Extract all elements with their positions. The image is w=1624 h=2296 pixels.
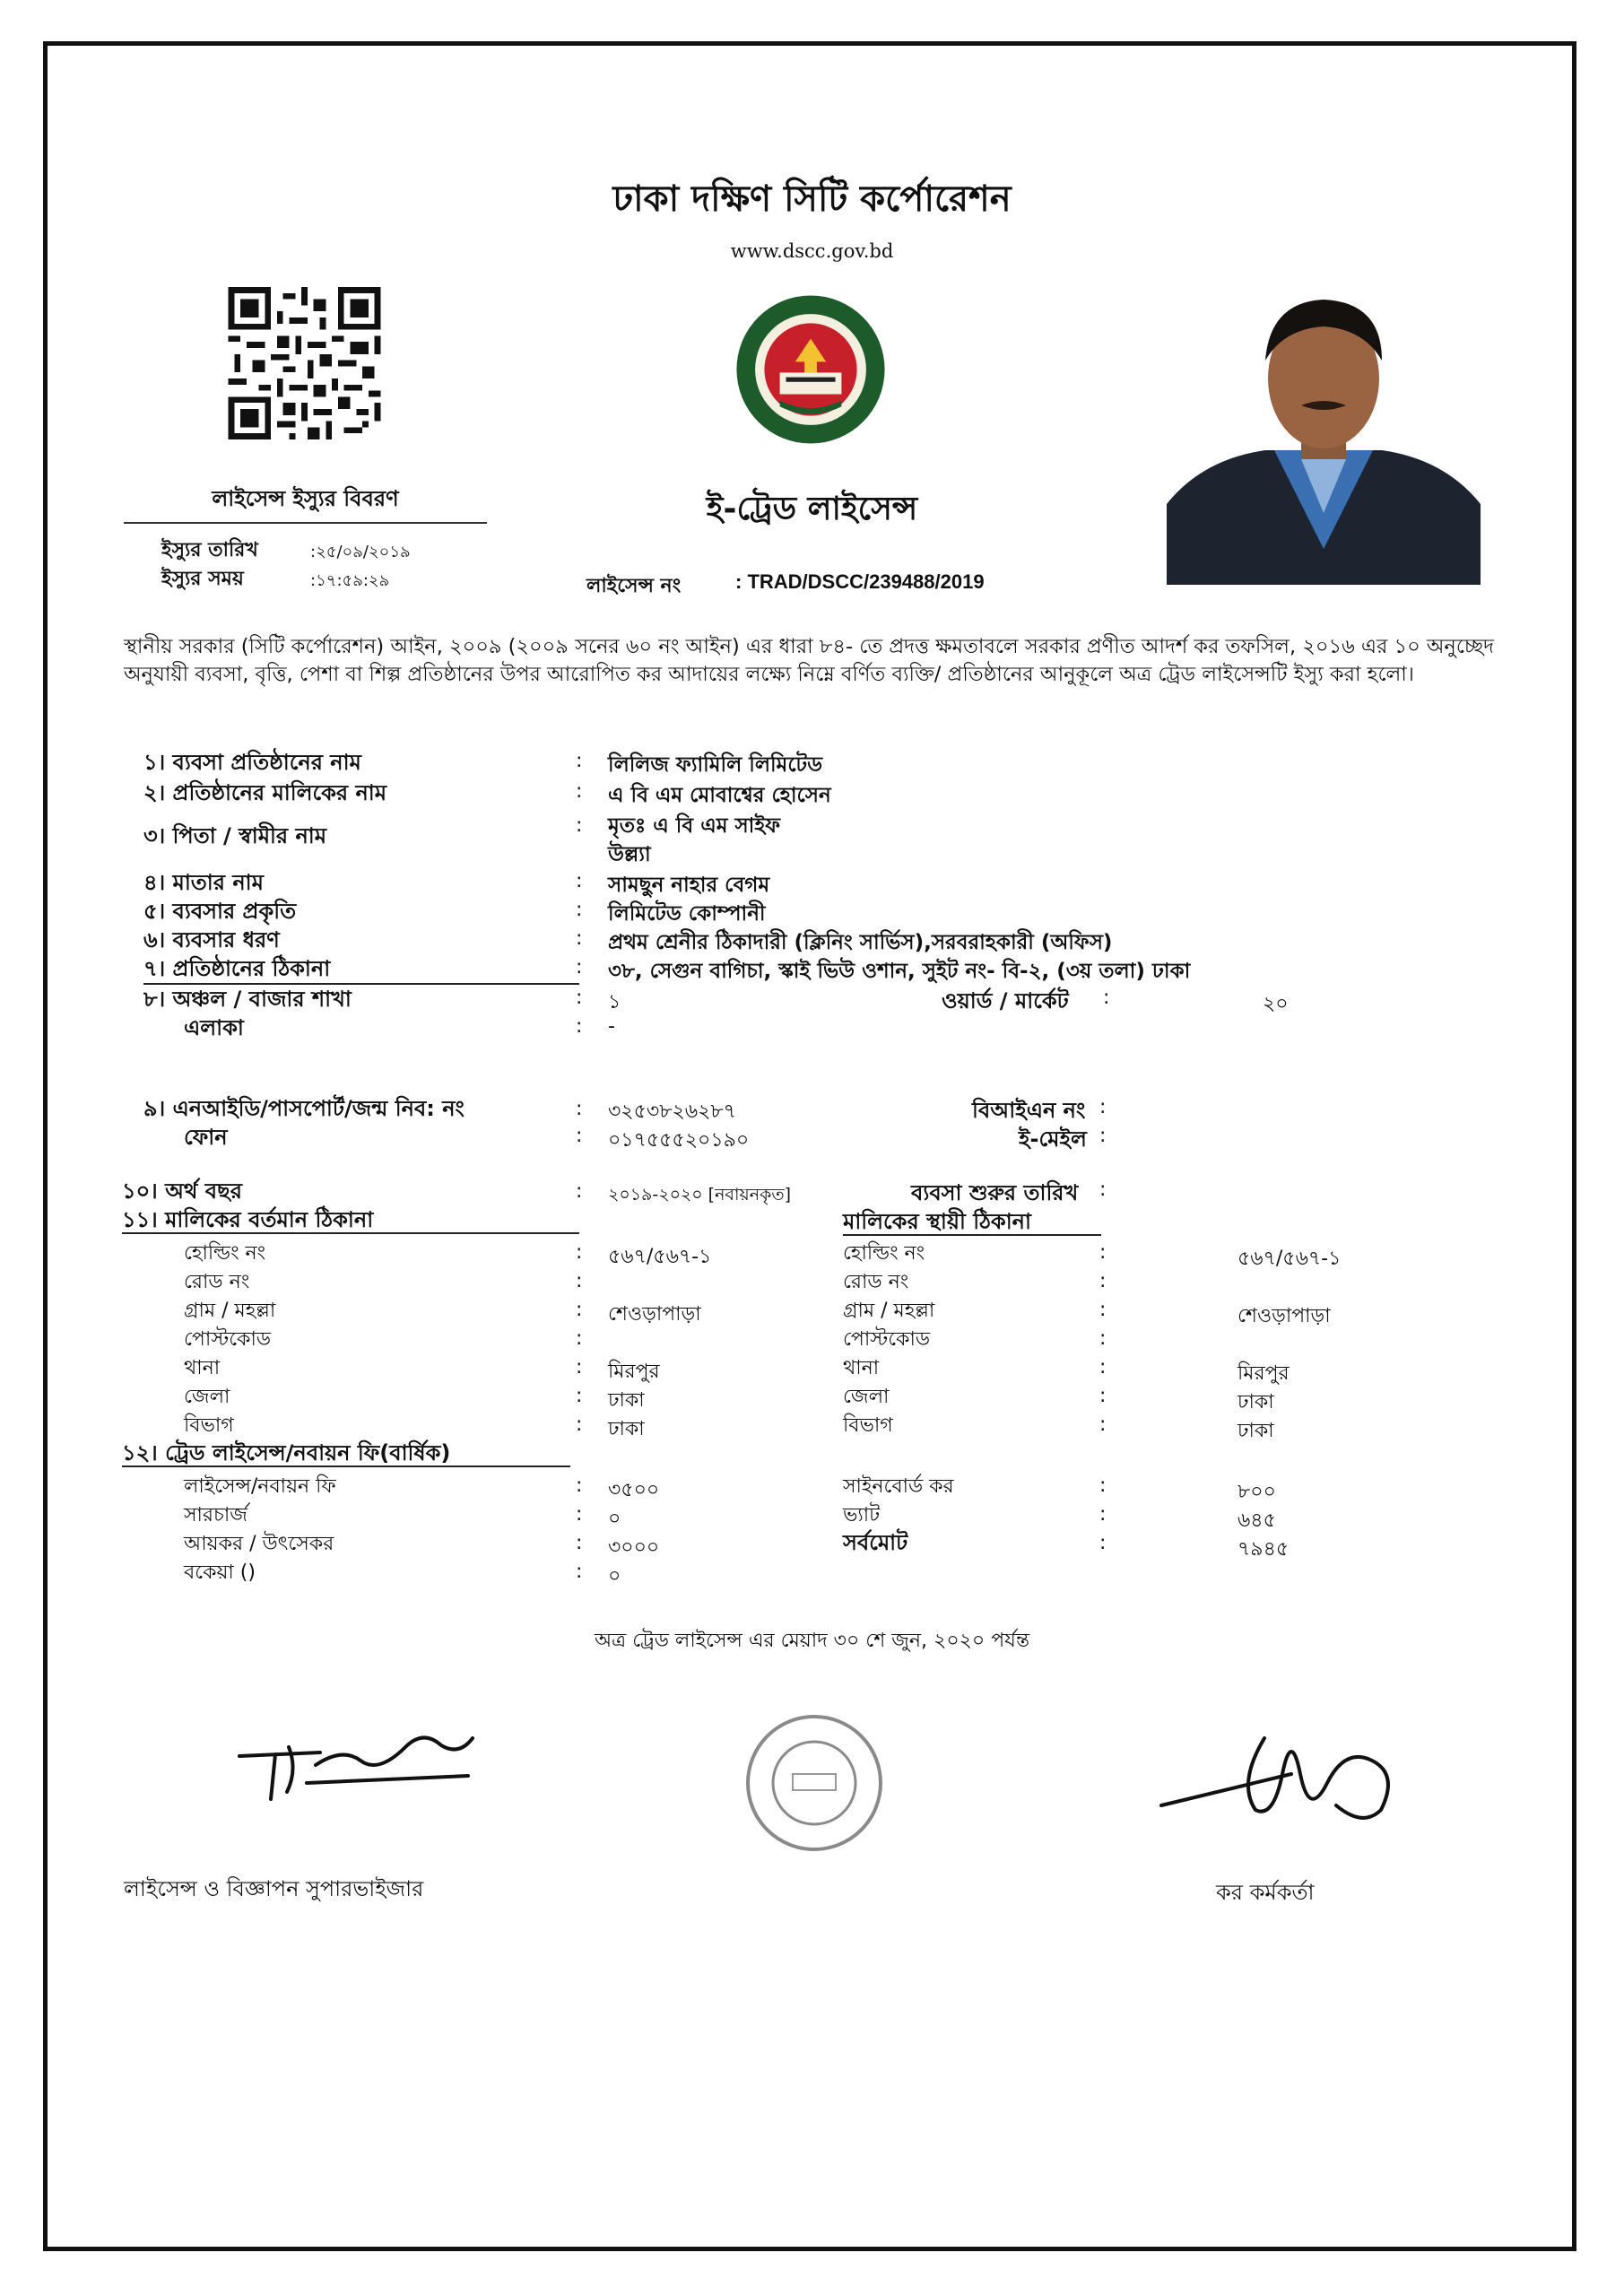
surcharge-value: ০ <box>608 1508 621 1530</box>
field-business-nature-value: লিমিটেড কোম্পানী <box>608 902 766 926</box>
official-stamp <box>743 1711 886 1855</box>
colon: : <box>576 750 583 772</box>
present-road-label: রোড নং <box>184 1271 250 1293</box>
colon: : <box>576 1241 583 1264</box>
field-fiscal-year-value: ২০১৯-২০২০ [নবায়নকৃত] <box>608 1185 792 1205</box>
colon: : <box>576 1180 583 1203</box>
ward-value: ২০ <box>1263 993 1289 1015</box>
field-mother-name-label: ৪। মাতার নাম <box>143 870 264 895</box>
due-value: ০ <box>608 1565 621 1587</box>
field-mother-name-value: সামছুন নাহার বেগম <box>608 874 770 897</box>
colon: : <box>1099 1503 1107 1526</box>
colon: : <box>576 899 583 921</box>
present-division-label: বিভাগ <box>184 1414 234 1437</box>
permanent-village-label: গ্রাম / মহল্লা <box>843 1300 935 1322</box>
field-nid-value: ৩২৫৩৮২৬২৮৭ <box>608 1100 736 1123</box>
license-fee-value: ৩৫০০ <box>608 1479 660 1501</box>
phone-label: ফোন <box>184 1125 228 1150</box>
field-fees-heading: ১২। ট্রেড লাইসেন্স/নবায়ন ফি(বার্ষিক) <box>122 1440 451 1465</box>
business-start-date-label: ব্যবসা শুরুর তারিখ <box>911 1180 1079 1205</box>
field-business-name-label: ১। ব্যবসা প্রতিষ্ঠানের নাম <box>143 750 361 775</box>
issue-date-label: ইস্যুর তারিখ <box>161 539 258 561</box>
issue-details-heading: লাইসেন্স ইস্যুর বিবরণ <box>212 486 399 511</box>
permanent-road-label: রোড নং <box>843 1271 909 1293</box>
permanent-postcode-label: পোস্টকোড <box>843 1328 931 1351</box>
permanent-division-label: বিভাগ <box>843 1414 893 1437</box>
colon: : <box>576 1299 583 1321</box>
permanent-thana-label: থানা <box>843 1357 880 1379</box>
present-district-label: জেলা <box>184 1386 230 1408</box>
colon: : <box>576 1125 583 1147</box>
colon: : <box>1099 1474 1107 1497</box>
issue-time-label: ইস্যুর সময় <box>161 568 244 590</box>
present-thana-label: থানা <box>184 1357 221 1379</box>
field-business-address-label: ৭। প্রতিষ্ঠানের ঠিকানা <box>143 956 331 981</box>
field-present-address-label: ১১। মালিকের বর্তমান ঠিকানা <box>122 1207 374 1232</box>
colon: : <box>576 956 583 978</box>
area-value: - <box>608 1015 615 1038</box>
supervisor-title: লাইসেন্স ও বিজ্ঞাপন সুপারভাইজার <box>124 1876 424 1901</box>
field-owner-name-label: ২। প্রতিষ্ঠানের মালিকের নাম <box>143 780 387 805</box>
signboard-tax-label: সাইনবোর্ড কর <box>843 1475 954 1498</box>
colon: : <box>1099 1125 1107 1147</box>
field-business-address-value: ৩৮, সেগুন বাগিচা, স্কাই ভিউ ওশান, সুইট নং- বি-২, (৩য় তলা) ঢাকা <box>608 960 1191 983</box>
field-zone-value: ১ <box>608 991 621 1013</box>
website-url: www.dscc.gov.bd <box>730 240 894 262</box>
area-label: এলাকা <box>184 1015 244 1040</box>
present-village-value: শেওড়াপাড়া <box>608 1303 701 1326</box>
total-value: ৭৯৪৫ <box>1238 1538 1290 1561</box>
colon: : <box>576 870 583 892</box>
permanent-address-label: মালিকের স্থায়ী ঠিকানা <box>843 1209 1031 1234</box>
colon: : <box>1099 1327 1107 1350</box>
license-validity-note: অত্র ট্রেড লাইসেন্স এর মেয়াদ ৩০ শে জুন, ২০২০ পর্যন্ত <box>594 1630 1029 1652</box>
present-holding-value: ৫৬৭/৫৬৭-১ <box>608 1246 712 1268</box>
total-label: সর্বমোট <box>843 1530 908 1555</box>
field-business-nature-label: ৫। ব্যবসার প্রকৃতি <box>143 899 297 924</box>
colon: : <box>1099 1299 1107 1321</box>
present-village-label: গ্রাম / মহল্লা <box>184 1300 276 1322</box>
colon: : <box>576 1356 583 1378</box>
colon: : <box>1103 987 1110 1009</box>
field-nid-label: ৯। এনআইডি/পাসপোর্ট/জন্ম নিব: নং <box>143 1096 465 1121</box>
colon: : <box>576 1015 583 1038</box>
field-fiscal-year-label: ১০। অর্থ বছর <box>122 1178 242 1204</box>
divider <box>122 1465 570 1467</box>
owner-photo <box>1167 280 1481 585</box>
present-postcode-label: পোস্টকোড <box>184 1328 272 1351</box>
license-number-value: : TRAD/DSCC/239488/2019 <box>735 570 985 593</box>
field-business-name-value: লিলিজ ফ্যামিলি লিমিটেড <box>608 753 823 777</box>
dscc-emblem-icon <box>734 292 888 447</box>
qr-code-icon <box>226 287 383 439</box>
colon: : <box>1099 1270 1107 1292</box>
tax-officer-title: কর কর্মকর্তা <box>1216 1880 1315 1905</box>
field-father-name-value-2: উল্ল্যা <box>608 843 651 866</box>
permanent-division-value: ঢাকা <box>1238 1420 1274 1442</box>
colon: : <box>576 927 583 950</box>
ward-label: ওয়ার্ড / মার্কেট <box>942 988 1069 1013</box>
bin-label: বিআইএন নং <box>972 1098 1086 1123</box>
field-father-name-value-1: মৃতঃ এ বি এম সাইফ <box>608 814 781 838</box>
colon: : <box>1099 1356 1107 1378</box>
supervisor-signature <box>235 1720 477 1810</box>
permanent-district-value: ঢাকা <box>1238 1391 1274 1413</box>
colon: : <box>576 1327 583 1350</box>
colon: : <box>576 987 583 1009</box>
phone-value: ০১৭৫৫৫২০১৯০ <box>608 1129 750 1152</box>
divider <box>122 1232 579 1234</box>
license-fee-label: লাইসেন্স/নবায়ন ফি <box>184 1475 336 1498</box>
colon: : <box>576 1503 583 1526</box>
corporation-title: ঢাকা দক্ষিণ সিটি কর্পোরেশন <box>612 178 1012 220</box>
colon: : <box>576 814 583 837</box>
colon: : <box>576 1474 583 1497</box>
tax-officer-signature <box>1157 1720 1408 1828</box>
colon: : <box>576 1561 583 1583</box>
present-district-value: ঢাকা <box>608 1389 645 1412</box>
present-thana-value: মিরপুর <box>608 1361 660 1383</box>
field-business-type-value: প্রথম শ্রেনীর ঠিকাদারী (ক্লিনিং সার্ভিস),সরবরাহকারী (অফিস) <box>608 931 1113 954</box>
colon: : <box>576 780 583 803</box>
due-label: বকেয়া () <box>184 1561 256 1584</box>
income-tax-value: ৩০০০ <box>608 1536 660 1559</box>
divider <box>843 1234 1101 1236</box>
permanent-thana-value: মিরপুর <box>1238 1362 1290 1385</box>
colon: : <box>576 1098 583 1120</box>
income-tax-label: আয়কর / উৎসেকর <box>184 1533 334 1555</box>
email-label: ই-মেইল <box>1019 1126 1087 1152</box>
field-father-name-label: ৩। পিতা / স্বামীর নাম <box>143 823 327 848</box>
colon: : <box>576 1270 583 1292</box>
vat-value: ৬৪৫ <box>1238 1509 1276 1532</box>
present-division-value: ঢাকা <box>608 1418 645 1440</box>
colon: : <box>576 1385 583 1407</box>
permanent-district-label: জেলা <box>843 1386 890 1408</box>
colon: : <box>1099 1178 1107 1201</box>
colon: : <box>576 1413 583 1436</box>
issue-date-value: :২৫/০৯/২০১৯ <box>310 543 411 561</box>
colon: : <box>1099 1413 1107 1436</box>
colon: : <box>576 1532 583 1554</box>
colon: : <box>1099 1241 1107 1264</box>
permanent-holding-label: হোল্ডিং নং <box>843 1242 925 1265</box>
field-business-type-label: ৬। ব্যবসার ধরণ <box>143 927 280 952</box>
intro-paragraph: স্থানীয় সরকার (সিটি কর্পোরেশন) আইন, ২০০৯ (২০০৯ সনের ৬০ নং আইন) এর ধারা ৮৪- তে প্রদত্ত ক্ষমতাবলে সরকার প্রণীত আদর্শ কর তফসিল, ২০১৬ এর ১০ অনুচ্ছেদ অনুযায়ী ব্যবসা, বৃত্তি, পেশা বা শিল্প প্রতিষ্ঠানের উপর আরোপিত কর আদায়ের লক্ষ্যে নিম্নে বর্ণিত ব্যক্তি/ প্রতিষ্ঠানের আনুকূলে অত্র ট্রেড লাইসেন্সটি ইস্যু করা হলো। <box>124 635 1494 686</box>
surcharge-label: সারচার্জ <box>184 1504 248 1526</box>
issue-time-value: :১৭:৫৯:২৯ <box>310 571 390 590</box>
signboard-tax-value: ৮০০ <box>1238 1481 1276 1503</box>
vat-label: ভ্যাট <box>843 1504 881 1526</box>
license-number-label: লাইসেন্স নং <box>586 575 682 597</box>
colon: : <box>1099 1385 1107 1407</box>
colon: : <box>1099 1096 1107 1118</box>
permanent-holding-value: ৫৬৭/৫৬৭-১ <box>1238 1248 1342 1270</box>
present-holding-label: হোল্ডিং নং <box>184 1242 266 1265</box>
field-zone-label: ৮। অঞ্চল / বাজার শাখা <box>143 987 352 1012</box>
license-document-title: ই-ট্রেড লাইসেন্স <box>706 491 918 527</box>
field-owner-name-value: এ বি এম মোবাশ্বের হোসেন <box>608 784 831 807</box>
permanent-village-value: শেওড়াপাড়া <box>1238 1305 1331 1327</box>
colon: : <box>1099 1532 1107 1554</box>
